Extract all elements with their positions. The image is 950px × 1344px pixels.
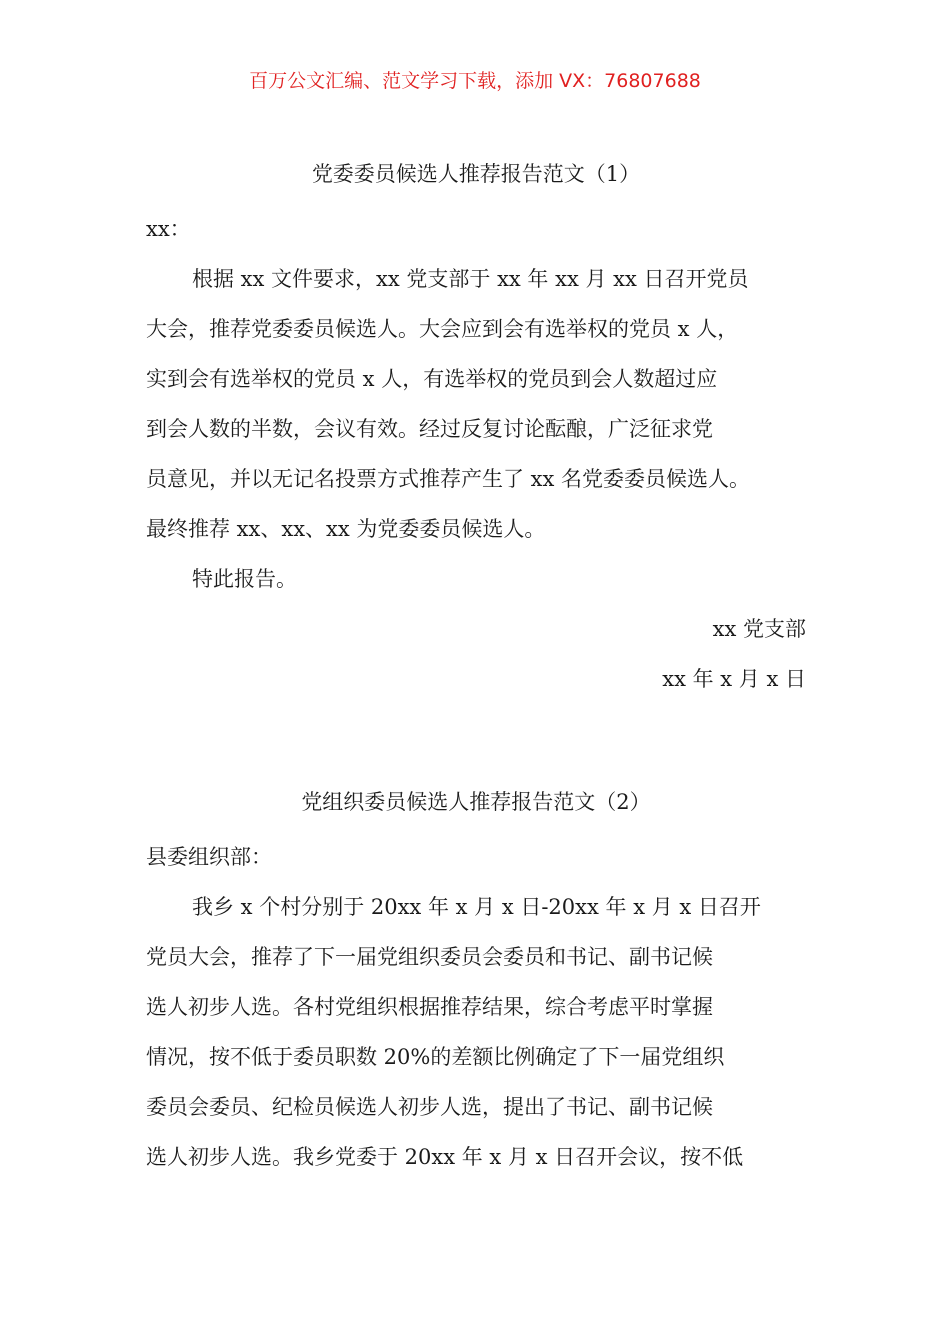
paragraph-line: 选人初步人选。我乡党委于 20xx 年 x 月 x 日召开会议，按不低: [146, 1145, 744, 1169]
document-body: [146, 154, 806, 1182]
paragraph-line: 党员大会，推荐了下一届党组织委员会委员和书记、副书记候: [146, 945, 713, 969]
paragraph-line: 我乡 x 个村分别于 20xx 年 x 月 x 日-20xx 年 x 月 x 日召开: [192, 895, 761, 919]
paragraph-line: 根据 xx 文件要求，xx 党支部于 xx 年 xx 月 xx 日召开党员: [192, 267, 749, 291]
section2-salutation: 县委组织部：: [146, 845, 272, 869]
paragraph-line: 最终推荐 xx、xx、xx 为党委委员候选人。: [146, 517, 546, 541]
section1-salutation: xx：: [146, 217, 191, 241]
section1-date: xx 年 x 月 x 日: [662, 667, 806, 691]
section1-signature: xx 党支部: [712, 617, 806, 641]
paragraph-line: 大会，推荐党委委员候选人。大会应到会有选举权的党员 x 人，: [146, 317, 739, 341]
header-banner: 百万公文汇编、范文学习下载，添加 VX：76807688: [249, 70, 701, 92]
section1-title: 党委委员候选人推荐报告范文（1）: [311, 162, 641, 186]
section1-paragraph: [146, 254, 806, 554]
section2-title: 党组织委员候选人推荐报告范文（2）: [301, 790, 651, 814]
paragraph-line: 员意见，并以无记名投票方式推荐产生了 xx 名党委委员候选人。: [146, 467, 751, 491]
paragraph-line: 到会人数的半数，会议有效。经过反复讨论酝酿，广泛征求党: [146, 417, 713, 441]
paragraph-line: 实到会有选举权的党员 x 人，有选举权的党员到会人数超过应: [146, 367, 718, 391]
paragraph-line: 委员会委员、纪检员候选人初步人选，提出了书记、副书记候: [146, 1095, 713, 1119]
section1-closing: 特此报告。: [192, 567, 297, 591]
section2-paragraph: [146, 882, 806, 1182]
paragraph-line: 选人初步人选。各村党组织根据推荐结果，综合考虑平时掌握: [146, 995, 713, 1019]
paragraph-line: 情况，按不低于委员职数 20%的差额比例确定了下一届党组织: [146, 1045, 725, 1069]
